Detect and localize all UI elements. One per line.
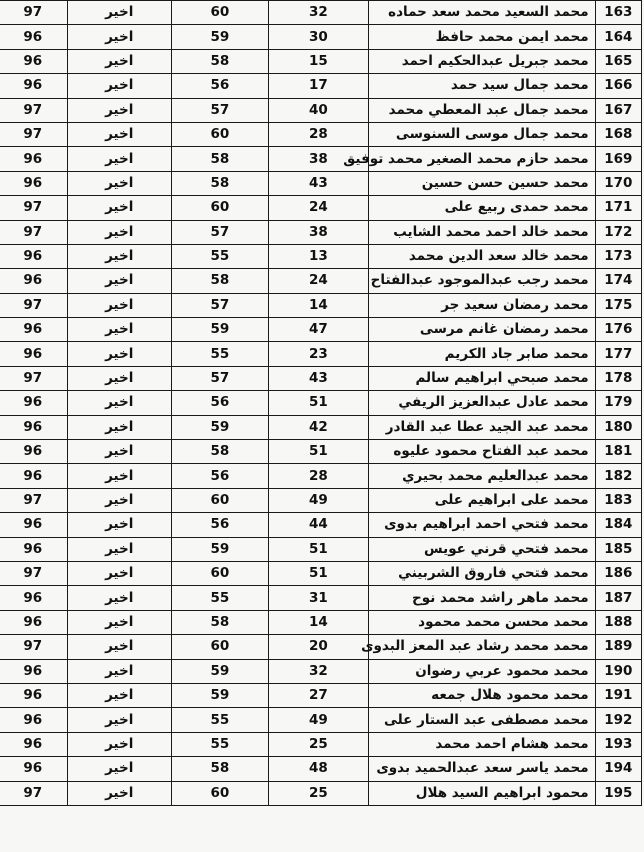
term-cell: اخير [67, 366, 171, 390]
table-row [0, 147, 642, 171]
term-cell: اخير [67, 171, 171, 195]
student-number-cell: 190 [595, 659, 641, 683]
subtotal-cell: 55 [171, 586, 268, 610]
student-number-cell: 184 [595, 513, 641, 537]
student-name-cell: محمد جمال سيد حمد [369, 74, 596, 98]
total-cell: 97 [0, 98, 67, 122]
student-name-cell: محمد خالد سعد الدين محمد [369, 244, 596, 268]
term-cell: اخير [67, 537, 171, 561]
student-name-cell: محمد فتحي قرني عويس [369, 537, 596, 561]
score-cell: 49 [268, 708, 368, 732]
student-number-cell: 192 [595, 708, 641, 732]
score-cell: 42 [268, 415, 368, 439]
score-cell: 32 [268, 1, 368, 25]
score-cell: 24 [268, 269, 368, 293]
table-row [0, 757, 642, 781]
student-name-cell: محمد رمضان غانم مرسى [369, 318, 596, 342]
score-cell: 38 [268, 147, 368, 171]
total-cell: 96 [0, 513, 67, 537]
student-number-cell: 168 [595, 122, 641, 146]
subtotal-cell: 60 [171, 781, 268, 805]
student-name-cell: محمد هشام احمد محمد [369, 732, 596, 756]
student-number-cell: 185 [595, 537, 641, 561]
student-name-cell: محمد ماهر راشد محمد نوح [369, 586, 596, 610]
table-row [0, 391, 642, 415]
total-cell: 96 [0, 440, 67, 464]
student-name-cell: محمد رجب عبدالموجود عبدالفتاح [369, 269, 596, 293]
subtotal-cell: 59 [171, 318, 268, 342]
score-cell: 40 [268, 98, 368, 122]
score-cell: 43 [268, 366, 368, 390]
table-row [0, 196, 642, 220]
student-name-cell: محمود ابراهيم السيد هلال [369, 781, 596, 805]
term-cell: اخير [67, 122, 171, 146]
score-cell: 31 [268, 586, 368, 610]
student-name-cell: محمد حمدى ربيع على [369, 196, 596, 220]
total-cell: 97 [0, 488, 67, 512]
subtotal-cell: 60 [171, 561, 268, 585]
table-body [0, 1, 642, 806]
score-cell: 38 [268, 220, 368, 244]
table-row [0, 561, 642, 585]
subtotal-cell: 57 [171, 98, 268, 122]
student-name-cell: محمد صابر جاد الكريم [369, 342, 596, 366]
student-number-cell: 183 [595, 488, 641, 512]
table-row [0, 683, 642, 707]
student-number-cell: 193 [595, 732, 641, 756]
total-cell: 96 [0, 610, 67, 634]
term-cell: اخير [67, 659, 171, 683]
total-cell: 96 [0, 25, 67, 49]
score-cell: 15 [268, 49, 368, 73]
score-cell: 51 [268, 391, 368, 415]
term-cell: اخير [67, 586, 171, 610]
student-number-cell: 175 [595, 293, 641, 317]
term-cell: اخير [67, 244, 171, 268]
subtotal-cell: 59 [171, 683, 268, 707]
student-number-cell: 182 [595, 464, 641, 488]
term-cell: اخير [67, 342, 171, 366]
table-row [0, 74, 642, 98]
total-cell: 96 [0, 537, 67, 561]
student-number-cell: 178 [595, 366, 641, 390]
term-cell: اخير [67, 440, 171, 464]
student-name-cell: محمد خالد احمد محمد الشايب [369, 220, 596, 244]
student-name-cell: محمد السعيد محمد سعد حماده [369, 1, 596, 25]
total-cell: 96 [0, 244, 67, 268]
total-cell: 96 [0, 708, 67, 732]
subtotal-cell: 58 [171, 49, 268, 73]
term-cell: اخير [67, 147, 171, 171]
student-number-cell: 163 [595, 1, 641, 25]
score-cell: 47 [268, 318, 368, 342]
student-number-cell: 164 [595, 25, 641, 49]
table-row [0, 25, 642, 49]
subtotal-cell: 60 [171, 635, 268, 659]
total-cell: 97 [0, 781, 67, 805]
student-number-cell: 172 [595, 220, 641, 244]
total-cell: 96 [0, 342, 67, 366]
subtotal-cell: 56 [171, 513, 268, 537]
subtotal-cell: 58 [171, 757, 268, 781]
term-cell: اخير [67, 513, 171, 537]
subtotal-cell: 56 [171, 464, 268, 488]
total-cell: 97 [0, 561, 67, 585]
score-cell: 48 [268, 757, 368, 781]
table-row [0, 708, 642, 732]
subtotal-cell: 58 [171, 440, 268, 464]
score-cell: 30 [268, 25, 368, 49]
table-row [0, 659, 642, 683]
total-cell: 97 [0, 366, 67, 390]
student-number-cell: 180 [595, 415, 641, 439]
term-cell: اخير [67, 561, 171, 585]
score-cell: 32 [268, 659, 368, 683]
table-row [0, 488, 642, 512]
table-row [0, 366, 642, 390]
student-name-cell: محمد ياسر سعد عبدالحميد بدوى [369, 757, 596, 781]
student-number-cell: 176 [595, 318, 641, 342]
student-number-cell: 177 [595, 342, 641, 366]
total-cell: 97 [0, 1, 67, 25]
total-cell: 96 [0, 659, 67, 683]
student-name-cell: محمد جبريل عبدالحكيم احمد [369, 49, 596, 73]
subtotal-cell: 57 [171, 220, 268, 244]
student-name-cell: محمد رمضان سعيد جر [369, 293, 596, 317]
score-cell: 25 [268, 781, 368, 805]
table-row [0, 513, 642, 537]
term-cell: اخير [67, 98, 171, 122]
table-row [0, 635, 642, 659]
subtotal-cell: 55 [171, 342, 268, 366]
subtotal-cell: 60 [171, 488, 268, 512]
term-cell: اخير [67, 732, 171, 756]
score-cell: 28 [268, 464, 368, 488]
student-name-cell: محمد محمد رشاد عبد المعز البدوى [369, 635, 596, 659]
student-name-cell: محمد عبد الجيد عطا عبد القادر [369, 415, 596, 439]
table-row [0, 293, 642, 317]
term-cell: اخير [67, 683, 171, 707]
total-cell: 96 [0, 391, 67, 415]
student-number-cell: 173 [595, 244, 641, 268]
subtotal-cell: 55 [171, 708, 268, 732]
subtotal-cell: 56 [171, 391, 268, 415]
table-row [0, 49, 642, 73]
table-row [0, 98, 642, 122]
term-cell: اخير [67, 269, 171, 293]
student-name-cell: محمد محمود عربي رضوان [369, 659, 596, 683]
total-cell: 96 [0, 757, 67, 781]
total-cell: 97 [0, 635, 67, 659]
subtotal-cell: 60 [171, 122, 268, 146]
term-cell: اخير [67, 635, 171, 659]
score-cell: 14 [268, 293, 368, 317]
term-cell: اخير [67, 293, 171, 317]
term-cell: اخير [67, 464, 171, 488]
total-cell: 96 [0, 49, 67, 73]
student-name-cell: محمد عبد الفتاح محمود عليوه [369, 440, 596, 464]
table-row [0, 342, 642, 366]
total-cell: 97 [0, 293, 67, 317]
student-name-cell: محمد محمود هلال جمعه [369, 683, 596, 707]
subtotal-cell: 58 [171, 610, 268, 634]
table-row [0, 440, 642, 464]
student-number-cell: 189 [595, 635, 641, 659]
student-name-cell: محمد جمال موسى السنوسى [369, 122, 596, 146]
student-name-cell: محمد عبدالعليم محمد بحيري [369, 464, 596, 488]
table-row [0, 122, 642, 146]
subtotal-cell: 57 [171, 366, 268, 390]
subtotal-cell: 58 [171, 171, 268, 195]
total-cell: 96 [0, 74, 67, 98]
total-cell: 97 [0, 196, 67, 220]
total-cell: 96 [0, 269, 67, 293]
score-cell: 14 [268, 610, 368, 634]
subtotal-cell: 60 [171, 1, 268, 25]
student-number-cell: 191 [595, 683, 641, 707]
score-cell: 23 [268, 342, 368, 366]
student-name-cell: محمد جمال عبد المعطي محمد [369, 98, 596, 122]
score-cell: 44 [268, 513, 368, 537]
subtotal-cell: 56 [171, 74, 268, 98]
term-cell: اخير [67, 708, 171, 732]
student-number-cell: 167 [595, 98, 641, 122]
table-row [0, 269, 642, 293]
student-number-cell: 165 [595, 49, 641, 73]
student-number-cell: 186 [595, 561, 641, 585]
score-cell: 13 [268, 244, 368, 268]
student-number-cell: 188 [595, 610, 641, 634]
term-cell: اخير [67, 74, 171, 98]
student-name-cell: محمد حسين حسن حسين [369, 171, 596, 195]
student-name-cell: محمد على ابراهيم على [369, 488, 596, 512]
score-cell: 28 [268, 122, 368, 146]
table-row [0, 586, 642, 610]
subtotal-cell: 59 [171, 415, 268, 439]
student-name-cell: محمد صبحي ابراهيم سالم [369, 366, 596, 390]
total-cell: 96 [0, 147, 67, 171]
student-number-cell: 194 [595, 757, 641, 781]
table-row [0, 610, 642, 634]
student-number-cell: 179 [595, 391, 641, 415]
score-cell: 51 [268, 537, 368, 561]
total-cell: 96 [0, 732, 67, 756]
term-cell: اخير [67, 415, 171, 439]
subtotal-cell: 57 [171, 293, 268, 317]
subtotal-cell: 59 [171, 659, 268, 683]
table-row [0, 1, 642, 25]
subtotal-cell: 59 [171, 25, 268, 49]
table-row [0, 732, 642, 756]
student-name-cell: محمد عادل عبدالعزيز الريفي [369, 391, 596, 415]
score-cell: 27 [268, 683, 368, 707]
student-number-cell: 195 [595, 781, 641, 805]
term-cell: اخير [67, 25, 171, 49]
table-row [0, 171, 642, 195]
total-cell: 97 [0, 220, 67, 244]
score-cell: 24 [268, 196, 368, 220]
score-cell: 51 [268, 561, 368, 585]
total-cell: 96 [0, 464, 67, 488]
subtotal-cell: 58 [171, 147, 268, 171]
student-name-cell: محمد حازم محمد الصغير محمد توفيق [369, 147, 596, 171]
score-cell: 17 [268, 74, 368, 98]
table-row [0, 318, 642, 342]
term-cell: اخير [67, 49, 171, 73]
term-cell: اخير [67, 610, 171, 634]
total-cell: 96 [0, 318, 67, 342]
subtotal-cell: 58 [171, 269, 268, 293]
table-row [0, 464, 642, 488]
score-cell: 49 [268, 488, 368, 512]
score-cell: 25 [268, 732, 368, 756]
student-number-cell: 169 [595, 147, 641, 171]
table-row [0, 537, 642, 561]
term-cell: اخير [67, 318, 171, 342]
term-cell: اخير [67, 781, 171, 805]
student-name-cell: محمد محسن محمد محمود [369, 610, 596, 634]
student-number-cell: 171 [595, 196, 641, 220]
student-number-cell: 174 [595, 269, 641, 293]
term-cell: اخير [67, 757, 171, 781]
total-cell: 96 [0, 683, 67, 707]
score-cell: 51 [268, 440, 368, 464]
subtotal-cell: 55 [171, 732, 268, 756]
student-number-cell: 187 [595, 586, 641, 610]
student-number-cell: 166 [595, 74, 641, 98]
term-cell: اخير [67, 391, 171, 415]
term-cell: اخير [67, 220, 171, 244]
table-row [0, 415, 642, 439]
student-name-cell: محمد فتحي فاروق الشربيني [369, 561, 596, 585]
student-name-cell: محمد فتحي احمد ابراهيم بدوى [369, 513, 596, 537]
subtotal-cell: 59 [171, 537, 268, 561]
total-cell: 97 [0, 122, 67, 146]
student-number-cell: 181 [595, 440, 641, 464]
term-cell: اخير [67, 196, 171, 220]
term-cell: اخير [67, 488, 171, 512]
student-name-cell: محمد ايمن محمد حافظ [369, 25, 596, 49]
student-number-cell: 170 [595, 171, 641, 195]
total-cell: 96 [0, 586, 67, 610]
table-row [0, 781, 642, 805]
term-cell: اخير [67, 1, 171, 25]
table-row [0, 220, 642, 244]
subtotal-cell: 55 [171, 244, 268, 268]
total-cell: 96 [0, 415, 67, 439]
total-cell: 96 [0, 171, 67, 195]
student-name-cell: محمد مصطفى عبد الستار على [369, 708, 596, 732]
subtotal-cell: 60 [171, 196, 268, 220]
score-cell: 20 [268, 635, 368, 659]
table-row [0, 244, 642, 268]
score-cell: 43 [268, 171, 368, 195]
